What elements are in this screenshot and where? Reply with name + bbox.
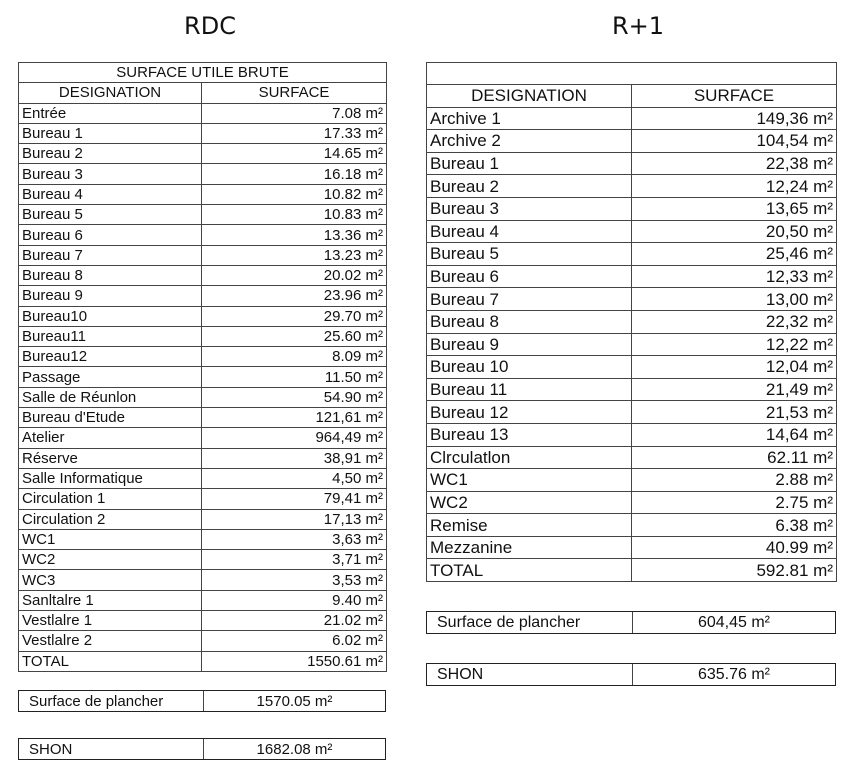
surface-cell: 62.11 m² xyxy=(632,446,837,469)
table-row xyxy=(427,423,837,446)
table-row xyxy=(19,550,387,570)
column-header-surface: SURFACE xyxy=(632,85,837,108)
table-row xyxy=(427,469,837,492)
total-value: 1550.61 m² xyxy=(202,651,387,671)
designation-cell: Archive 2 xyxy=(427,130,632,153)
table-row xyxy=(19,611,387,631)
table-row xyxy=(427,536,837,559)
designation-cell: Bureau 9 xyxy=(19,286,202,306)
surface-cell: 10.82 m² xyxy=(202,184,387,204)
designation-cell: Bureau 8 xyxy=(427,310,632,333)
total-row xyxy=(427,559,837,582)
surface-cell: 38,91 m² xyxy=(202,448,387,468)
table-row xyxy=(427,446,837,469)
designation-cell: Bureau10 xyxy=(19,306,202,326)
table-row xyxy=(19,367,387,387)
table-row xyxy=(19,225,387,245)
surface-cell: 2.75 m² xyxy=(632,491,837,514)
table-row xyxy=(19,205,387,225)
surface-cell: 12,33 m² xyxy=(632,265,837,288)
designation-cell: Bureau 12 xyxy=(427,401,632,424)
total-label: TOTAL xyxy=(19,651,202,671)
surface-cell: 6.38 m² xyxy=(632,514,837,537)
designation-cell: WC1 xyxy=(19,529,202,549)
column-header-surface: SURFACE xyxy=(202,83,387,103)
designation-cell: Clrculatlon xyxy=(427,446,632,469)
surface-cell: 13,65 m² xyxy=(632,197,837,220)
table-row xyxy=(19,408,387,428)
surface-cell: 4,50 m² xyxy=(202,468,387,488)
surface-cell: 17,13 m² xyxy=(202,509,387,529)
surface-cell: 20,50 m² xyxy=(632,220,837,243)
table-row xyxy=(427,356,837,379)
table-row xyxy=(427,243,837,266)
surface-cell: 17.33 m² xyxy=(202,123,387,143)
designation-cell: Bureau 5 xyxy=(427,243,632,266)
designation-cell: Bureau 4 xyxy=(427,220,632,243)
surface-cell: 10.83 m² xyxy=(202,205,387,225)
surface-cell: 12,22 m² xyxy=(632,333,837,356)
designation-cell: Bureau 11 xyxy=(427,378,632,401)
table-row xyxy=(19,631,387,651)
designation-cell: WC2 xyxy=(427,491,632,514)
table-row xyxy=(19,123,387,143)
surface-cell: 104,54 m² xyxy=(632,130,837,153)
table-row xyxy=(427,265,837,288)
table-row xyxy=(19,245,387,265)
column-header-designation: DESIGNATION xyxy=(427,85,632,108)
designation-cell: Bureau 5 xyxy=(19,205,202,225)
designation-cell: Bureau 8 xyxy=(19,265,202,285)
surface-cell: 8.09 m² xyxy=(202,347,387,367)
designation-cell: Circulation 1 xyxy=(19,489,202,509)
surface-cell: 121,61 m² xyxy=(202,408,387,428)
surface-cell: 12,24 m² xyxy=(632,175,837,198)
surface-cell: 40.99 m² xyxy=(632,536,837,559)
surface-cell: 13,00 m² xyxy=(632,288,837,311)
table-row xyxy=(19,103,387,123)
designation-cell: Bureau 1 xyxy=(19,123,202,143)
rdc-title: RDC xyxy=(184,12,236,40)
surface-plancher-label: Surface de plancher xyxy=(427,612,633,633)
table-row xyxy=(427,197,837,220)
table-row xyxy=(19,590,387,610)
r1-surface-plancher-box xyxy=(426,611,836,634)
surface-cell: 29.70 m² xyxy=(202,306,387,326)
surface-cell: 21,49 m² xyxy=(632,378,837,401)
designation-cell: Bureau 6 xyxy=(19,225,202,245)
table-row xyxy=(19,265,387,285)
surface-cell: 149,36 m² xyxy=(632,107,837,130)
designation-cell: Bureau 1 xyxy=(427,152,632,175)
table-row xyxy=(427,220,837,243)
table-row xyxy=(19,489,387,509)
table-row xyxy=(19,184,387,204)
surface-cell: 14,64 m² xyxy=(632,423,837,446)
surface-cell: 79,41 m² xyxy=(202,489,387,509)
designation-cell: Remise xyxy=(427,514,632,537)
table-row xyxy=(427,514,837,537)
surface-cell: 6.02 m² xyxy=(202,631,387,651)
table-row xyxy=(19,164,387,184)
table-row xyxy=(19,468,387,488)
surface-cell: 21.02 m² xyxy=(202,611,387,631)
r1-shon-box xyxy=(426,663,836,686)
designation-cell: Bureau 3 xyxy=(427,197,632,220)
table-row xyxy=(427,401,837,424)
table-row xyxy=(19,306,387,326)
surface-cell: 2.88 m² xyxy=(632,469,837,492)
surface-cell: 3,53 m² xyxy=(202,570,387,590)
designation-cell: Bureau 10 xyxy=(427,356,632,379)
designation-cell: Bureau 6 xyxy=(427,265,632,288)
surface-plancher-label: Surface de plancher xyxy=(19,691,204,711)
surface-cell: 11.50 m² xyxy=(202,367,387,387)
designation-cell: Bureau 2 xyxy=(19,144,202,164)
table-row xyxy=(19,448,387,468)
designation-cell: Bureau 7 xyxy=(427,288,632,311)
shon-label: SHON xyxy=(427,664,633,685)
designation-cell: WC1 xyxy=(427,469,632,492)
designation-cell: Salle Informatique xyxy=(19,468,202,488)
table-row xyxy=(427,107,837,130)
surface-cell: 14.65 m² xyxy=(202,144,387,164)
designation-cell: Bureau 3 xyxy=(19,164,202,184)
designation-cell: Passage xyxy=(19,367,202,387)
surface-cell: 13.36 m² xyxy=(202,225,387,245)
surface-cell: 964,49 m² xyxy=(202,428,387,448)
surface-cell: 16.18 m² xyxy=(202,164,387,184)
designation-cell: Bureau11 xyxy=(19,326,202,346)
table-row xyxy=(427,152,837,175)
designation-cell: Bureau d'Etude xyxy=(19,408,202,428)
designation-cell: Bureau 2 xyxy=(427,175,632,198)
designation-cell: Mezzanine xyxy=(427,536,632,559)
empty-title-row xyxy=(427,63,837,85)
designation-cell: Bureau 7 xyxy=(19,245,202,265)
shon-label: SHON xyxy=(19,739,204,759)
table-row xyxy=(19,286,387,306)
table-row xyxy=(19,509,387,529)
designation-cell: Vestlalre 1 xyxy=(19,611,202,631)
designation-cell: Salle de Réunlon xyxy=(19,387,202,407)
rdc-shon-box xyxy=(18,738,386,760)
surface-cell: 22,32 m² xyxy=(632,310,837,333)
total-value: 592.81 m² xyxy=(632,559,837,582)
table-row xyxy=(19,326,387,346)
table-row xyxy=(427,130,837,153)
designation-cell: Réserve xyxy=(19,448,202,468)
table-row xyxy=(427,378,837,401)
table-row xyxy=(19,387,387,407)
surface-cell: 3,63 m² xyxy=(202,529,387,549)
designation-cell: Bureau12 xyxy=(19,347,202,367)
surface-cell: 12,04 m² xyxy=(632,356,837,379)
table-row xyxy=(19,570,387,590)
table-row xyxy=(19,529,387,549)
column-header-designation: DESIGNATION xyxy=(19,83,202,103)
designation-cell: Circulation 2 xyxy=(19,509,202,529)
shon-value: 635.76 m² xyxy=(697,665,771,683)
table-row xyxy=(427,288,837,311)
surface-cell: 20.02 m² xyxy=(202,265,387,285)
surface-plancher-value: 604,45 m² xyxy=(697,613,771,631)
r1-surface-table xyxy=(426,62,837,582)
surface-cell: 13.23 m² xyxy=(202,245,387,265)
surface-cell: 22,38 m² xyxy=(632,152,837,175)
designation-cell: WC3 xyxy=(19,570,202,590)
table-row xyxy=(427,491,837,514)
surface-cell: 3,71 m² xyxy=(202,550,387,570)
table-row xyxy=(19,428,387,448)
surface-cell: 23.96 m² xyxy=(202,286,387,306)
designation-cell: Sanltalre 1 xyxy=(19,590,202,610)
surface-cell: 9.40 m² xyxy=(202,590,387,610)
designation-cell: Atelier xyxy=(19,428,202,448)
rdc-surface-table xyxy=(18,62,387,672)
table-title: SURFACE UTILE BRUTE xyxy=(19,63,387,83)
designation-cell: Vestlalre 2 xyxy=(19,631,202,651)
designation-cell: Entrée xyxy=(19,103,202,123)
surface-cell: 25,46 m² xyxy=(632,243,837,266)
total-label: TOTAL xyxy=(427,559,632,582)
surface-cell: 7.08 m² xyxy=(202,103,387,123)
table-row xyxy=(427,310,837,333)
table-row xyxy=(19,347,387,367)
r1-title: R+1 xyxy=(611,12,665,40)
surface-cell: 25.60 m² xyxy=(202,326,387,346)
rdc-surface-plancher-box xyxy=(18,690,386,712)
designation-cell: Archive 1 xyxy=(427,107,632,130)
surface-cell: 54.90 m² xyxy=(202,387,387,407)
surface-cell: 21,53 m² xyxy=(632,401,837,424)
table-row xyxy=(427,175,837,198)
designation-cell: Bureau 9 xyxy=(427,333,632,356)
total-row xyxy=(19,651,387,671)
surface-plancher-value: 1570.05 m² xyxy=(256,692,333,710)
table-row xyxy=(427,333,837,356)
designation-cell: Bureau 4 xyxy=(19,184,202,204)
designation-cell: WC2 xyxy=(19,550,202,570)
designation-cell: Bureau 13 xyxy=(427,423,632,446)
table-row xyxy=(19,144,387,164)
shon-value: 1682.08 m² xyxy=(256,740,333,758)
